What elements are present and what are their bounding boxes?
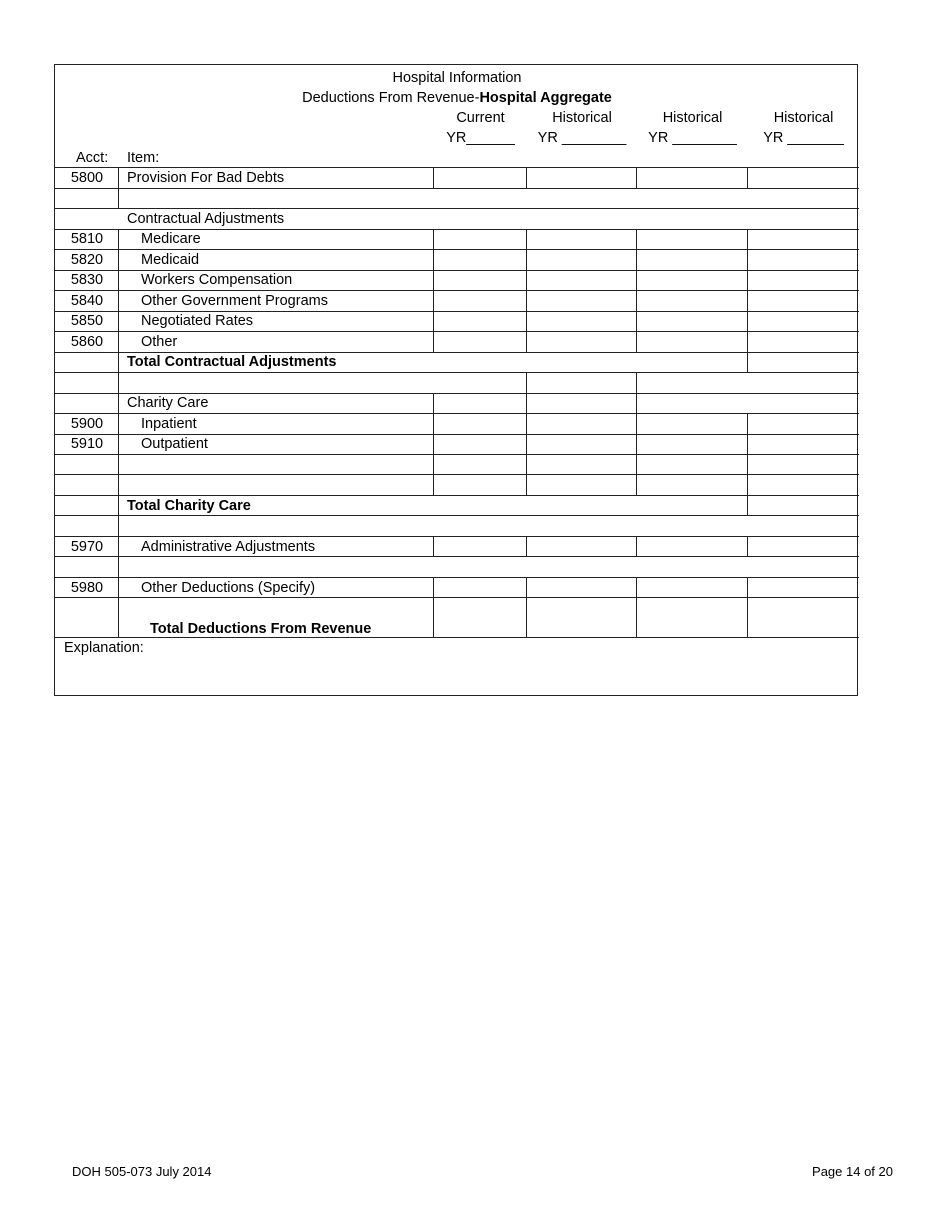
- total-charity: Total Charity Care: [127, 498, 251, 514]
- rule: [55, 536, 859, 537]
- rule: [55, 454, 859, 455]
- rule: [55, 372, 859, 373]
- rule: [55, 208, 859, 209]
- col-hist1-year: YR ________: [537, 130, 627, 146]
- col-rule: [747, 413, 748, 495]
- footer-form-id: DOH 505-073 July 2014: [72, 1164, 212, 1179]
- section-charity: Charity Care: [127, 395, 209, 411]
- acct-5970: 5970: [70, 539, 104, 555]
- col-rule: [433, 536, 434, 557]
- item-5980: Other Deductions (Specify): [141, 580, 316, 596]
- total-deductions: Total Deductions From Revenue: [150, 621, 372, 637]
- item-5970: Administrative Adjustments: [141, 539, 316, 555]
- col-hist3-year: YR _______: [763, 130, 844, 146]
- acct-5900: 5900: [70, 416, 104, 432]
- rule: [55, 188, 859, 189]
- deductions-form: [54, 64, 858, 696]
- total-contractual: Total Contractual Adjustments: [127, 354, 337, 370]
- col-rule: [636, 229, 637, 352]
- col-rule: [433, 577, 434, 638]
- form-subtitle: [55, 89, 859, 107]
- rule: [55, 577, 859, 578]
- col-hist1-label: Historical: [552, 110, 612, 126]
- cell-5800-current[interactable]: [434, 168, 526, 188]
- rule: [55, 290, 859, 291]
- item-5840: Other Government Programs: [141, 293, 328, 309]
- acct-header: Acct:: [76, 150, 109, 166]
- col-rule: [747, 229, 748, 372]
- rule: [55, 515, 859, 516]
- item-header: Item:: [127, 150, 160, 166]
- col-rule: [636, 536, 637, 557]
- col-hist2-label: Historical: [662, 110, 723, 126]
- acct-5810: 5810: [70, 231, 104, 247]
- explanation-label: Explanation:: [64, 640, 144, 656]
- acct-5820: 5820: [70, 252, 104, 268]
- acct-5830: 5830: [70, 272, 104, 288]
- col-rule: [433, 229, 434, 352]
- rule: [55, 597, 859, 598]
- col-rule: [747, 495, 748, 516]
- item-5830: Workers Compensation: [141, 272, 293, 288]
- item-5850: Negotiated Rates: [141, 313, 254, 329]
- form-title: Hospital Information: [392, 70, 522, 86]
- acct-5840: 5840: [70, 293, 104, 309]
- subtitle-bold: Hospital Aggregate: [479, 90, 612, 106]
- col-rule: [118, 188, 119, 209]
- rule: [55, 413, 859, 414]
- section-contractual: Contractual Adjustments: [127, 211, 285, 227]
- col-rule: [526, 229, 527, 352]
- explanation-field[interactable]: [155, 639, 855, 693]
- footer-page-number: Page 14 of 20: [812, 1164, 893, 1179]
- item-5860: Other: [141, 334, 178, 350]
- col-current-year: YR______: [446, 130, 515, 146]
- rule: [55, 495, 859, 496]
- item-5900: Inpatient: [141, 416, 197, 432]
- rule: [55, 249, 859, 250]
- cell-5800-hist1[interactable]: [527, 168, 636, 188]
- acct-5910: 5910: [70, 436, 104, 452]
- col-rule: [636, 372, 637, 495]
- col-rule: [526, 372, 527, 495]
- col-rule: [747, 577, 748, 638]
- col-rule: [433, 393, 434, 495]
- cell-5800-hist2[interactable]: [637, 168, 747, 188]
- acct-5980: 5980: [70, 580, 104, 596]
- subtitle-normal: Deductions From Revenue-: [302, 90, 480, 106]
- col-rule: [747, 536, 748, 557]
- col-rule: [636, 577, 637, 638]
- item-5800: Provision For Bad Debts: [127, 170, 285, 186]
- acct-5860: 5860: [70, 334, 104, 350]
- col-hist3-label: Historical: [773, 110, 834, 126]
- rule: [55, 331, 859, 332]
- col-current-label: Current: [456, 110, 505, 126]
- rule: [55, 474, 859, 475]
- item-5910: Outpatient: [141, 436, 208, 452]
- acct-5850: 5850: [70, 313, 104, 329]
- col-hist2-year: YR ________: [648, 130, 737, 146]
- col-rule: [526, 577, 527, 638]
- item-5810: Medicare: [141, 231, 201, 247]
- cell-5800-hist3[interactable]: [748, 168, 858, 188]
- rule: [55, 556, 859, 557]
- acct-5800: 5800: [70, 170, 104, 186]
- item-5820: Medicaid: [141, 252, 200, 268]
- col-rule: [526, 536, 527, 557]
